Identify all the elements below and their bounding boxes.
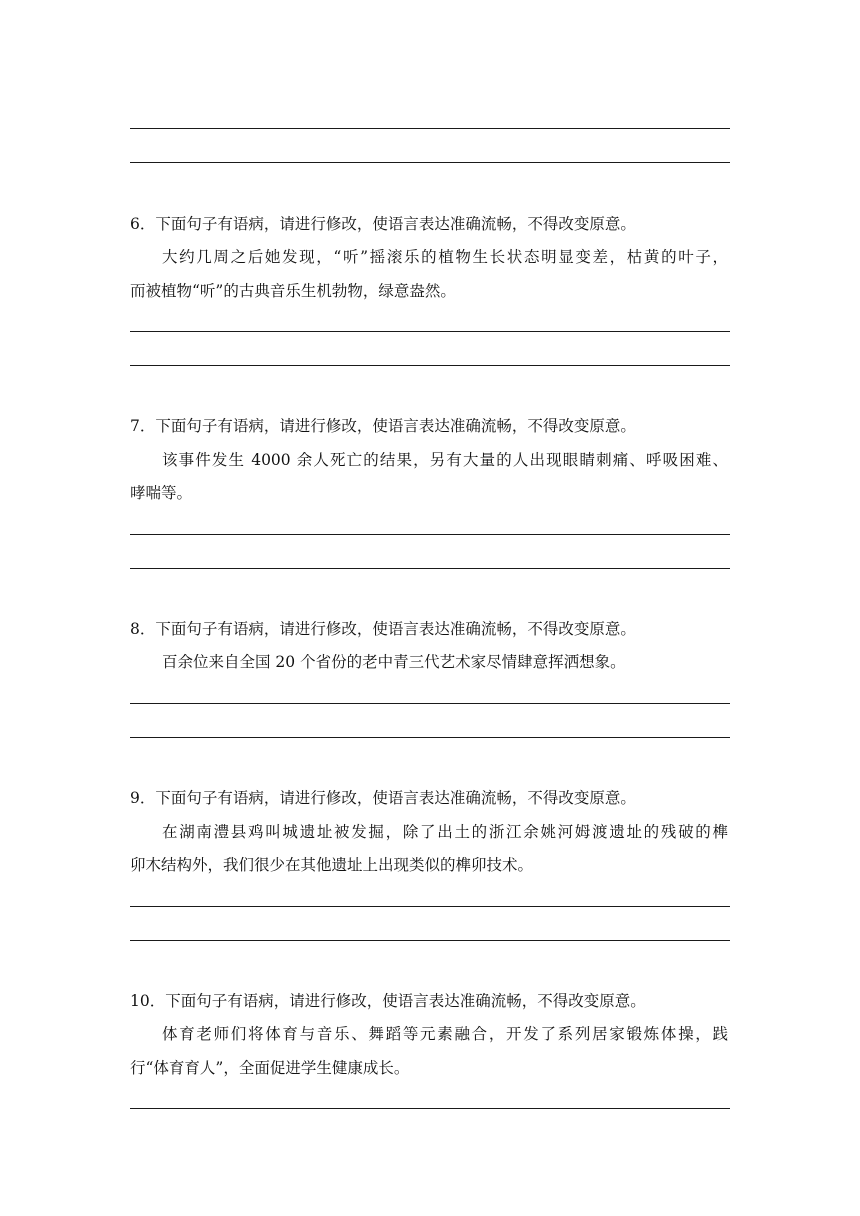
question-10-prompt: 10．下面句子有语病，请进行修改，使语言表达准确流畅，不得改变原意。 [130,992,646,1010]
question-9-sentence-line-2: 卯木结构外，我们很少在其他遗址上出现类似的榫卯技术。 [130,856,534,874]
question-9-sentence-line-1: 在湖南澧县鸡叫城遗址被发掘，除了出土的浙江余姚河姆渡遗址的残破的榫 [162,823,728,841]
answer-line[interactable] [130,365,730,366]
answer-line[interactable] [130,331,730,332]
answer-line[interactable] [130,703,730,704]
question-7-prompt: 7．下面句子有语病，请进行修改，使语言表达准确流畅，不得改变原意。 [130,417,636,435]
answer-line[interactable] [130,534,730,535]
question-8-prompt: 8．下面句子有语病，请进行修改，使语言表达准确流畅，不得改变原意。 [130,620,636,638]
answer-line[interactable] [130,128,730,129]
question-6-prompt: 6．下面句子有语病，请进行修改，使语言表达准确流畅，不得改变原意。 [130,215,636,233]
question-7-sentence-line-1: 该事件发生 4000 余人死亡的结果，另有大量的人出现眼睛刺痛、呼吸困难、 [162,451,728,469]
answer-line[interactable] [130,906,730,907]
answer-line[interactable] [130,162,730,163]
question-10-sentence-line-2: 行“体育育人”，全面促进学生健康成长。 [130,1059,410,1077]
question-6-sentence-line-1: 大约几周之后她发现，“听”摇滚乐的植物生长状态明显变差，枯黄的叶子， [162,248,728,266]
question-8-sentence-line-1: 百余位来自全国 20 个省份的老中青三代艺术家尽情肆意挥洒想象。 [162,653,626,671]
answer-line[interactable] [130,940,730,941]
answer-line[interactable] [130,568,730,569]
answer-line[interactable] [130,737,730,738]
answer-line[interactable] [130,1108,730,1109]
question-9-prompt: 9．下面句子有语病，请进行修改，使语言表达准确流畅，不得改变原意。 [130,789,636,807]
question-7-sentence-line-2: 哮喘等。 [130,484,193,502]
question-6-sentence-line-2: 而被植物“听”的古典音乐生机勃物，绿意盎然。 [130,282,456,300]
question-10-sentence-line-1: 体育老师们将体育与音乐、舞蹈等元素融合，开发了系列居家锻炼体操，践 [162,1025,728,1043]
